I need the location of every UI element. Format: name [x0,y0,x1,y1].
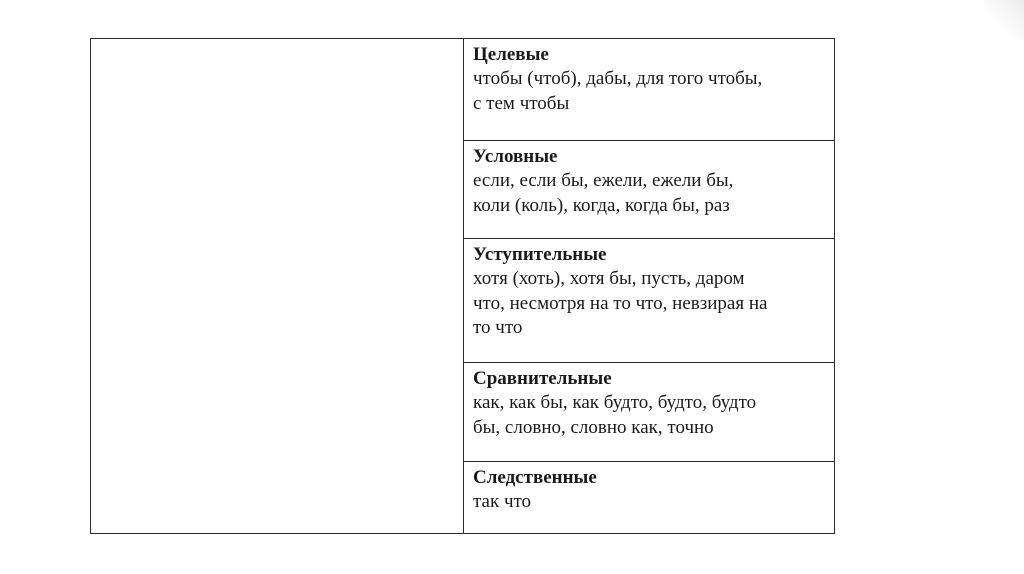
row-text-line: то что [473,317,523,338]
row-text-line: коли (коль), когда, когда бы, раз [473,194,730,216]
row-title: Условные [473,146,558,167]
row-title: Следственные [473,467,597,488]
table-row-purpose [464,39,834,141]
table-right-column [464,39,834,533]
row-title: Сравнительные [473,368,612,389]
row-text-line: как, как бы, как будто, будто, будто [473,392,757,413]
row-title: Уступительные [473,244,607,265]
corner-shade [984,0,1024,40]
table-left-cell [91,39,464,533]
table-row-conditional [464,141,834,239]
row-title: Целевые [473,44,549,65]
table-row-comparative [464,363,834,462]
row-text-line: хотя (хоть), хотя бы, пусть, даром [473,268,745,289]
conjunctions-table [90,38,835,534]
row-text-line: что, несмотря на то что, невзирая на [473,292,768,314]
row-text-line: так что [473,491,532,512]
row-text-line: чтобы (чтоб), дабы, для того чтобы, [473,68,763,89]
table-row-concessive [464,239,834,363]
row-text-line: если, если бы, ежели, ежели бы, [473,170,734,191]
row-text-line: с тем чтобы [473,92,570,114]
row-text-line: бы, словно, словно как, точно [473,416,714,438]
table-row-consequential [464,462,834,533]
